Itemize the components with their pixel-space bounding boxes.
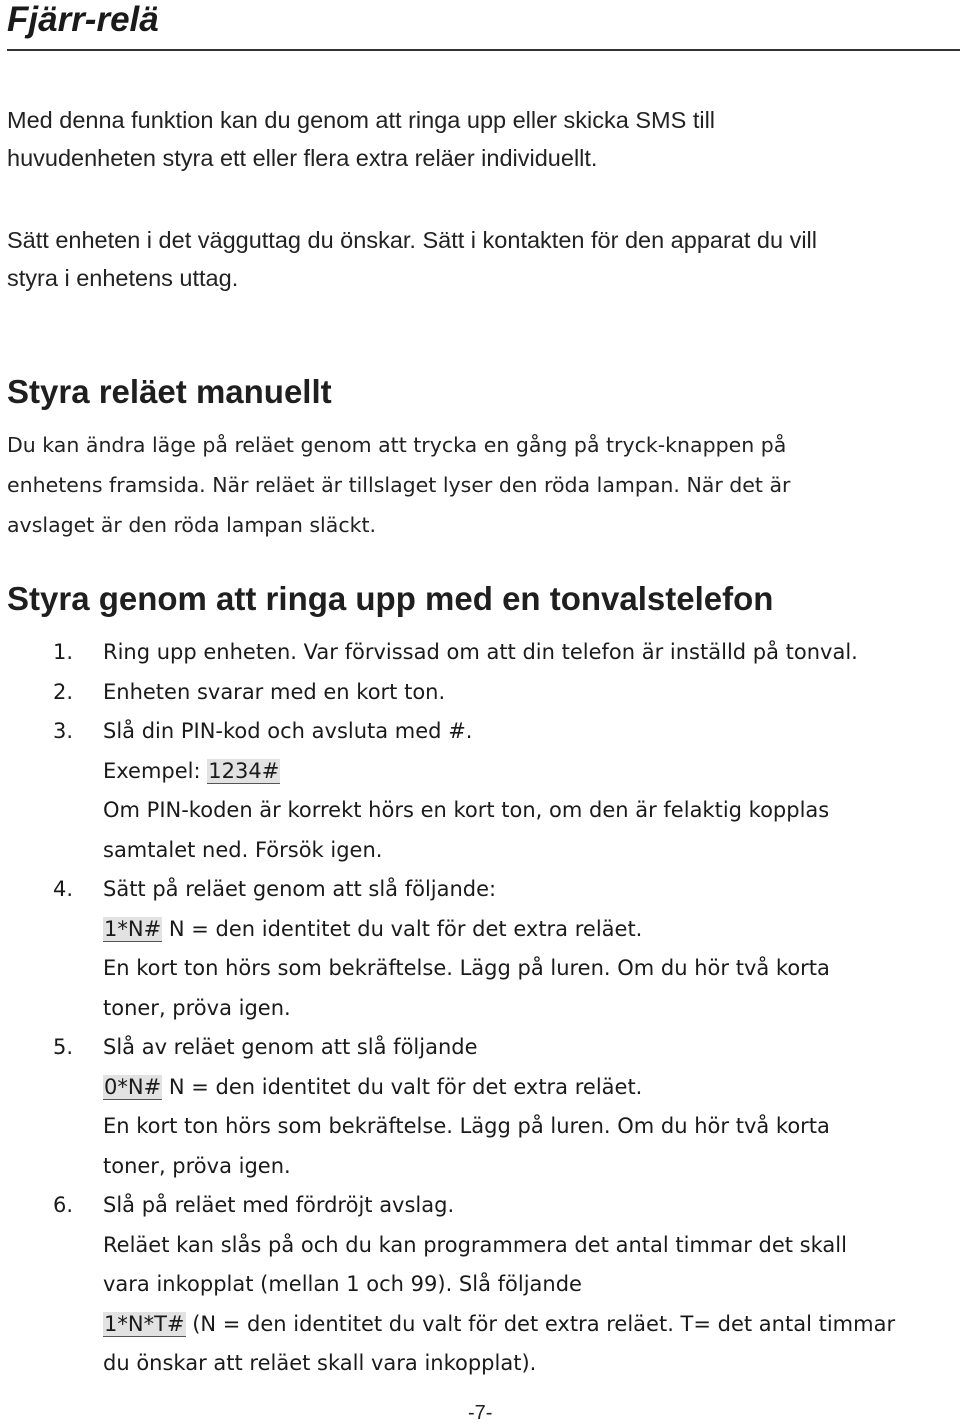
steps-list (0, 633, 960, 1384)
code-line (103, 1305, 960, 1345)
text-line: Sätt enheten i det vägguttag du önskar. Sätt i kontakten för den apparat du vill (7, 227, 817, 253)
step-text: En kort ton hörs som bekräftelse. Lägg på luren. Om du hör två korta (103, 956, 830, 980)
code-description: N = den identitet du valt för det extra reläet. (168, 916, 643, 941)
code-description: N = den identitet du valt för det extra reläet. (168, 1074, 643, 1099)
text-line: avslaget är den röda lampan släckt. (7, 513, 377, 537)
code-description: (N = den identitet du valt för det extra reläet. T= det antal timmar (192, 1311, 896, 1336)
step-text: Sätt på reläet genom att slå följande: (103, 877, 497, 901)
page-title: Fjärr-relä (7, 0, 159, 39)
text-line: huvudenheten styra ett eller flera extra reläer individuellt. (7, 145, 598, 171)
step-text: Enheten svarar med en kort ton. (103, 679, 446, 704)
step-text: Slå av reläet genom att slå följande (103, 1035, 478, 1059)
step-text: En kort ton hörs som bekräftelse. Lägg på luren. Om du hör två korta (103, 1114, 830, 1138)
example-code: 1234# (208, 758, 280, 783)
relay-code: 1*N*T# (104, 1311, 185, 1336)
step-text: toner, pröva igen. (103, 995, 291, 1020)
text-line: Med denna funktion kan du genom att ringa upp eller skicka SMS till (7, 107, 716, 133)
intro-paragraph-2 (7, 221, 817, 297)
step-6 (0, 1186, 960, 1384)
example-line (103, 752, 960, 792)
step-number: 4. (53, 877, 74, 901)
step-text: du önskar att reläet skall vara inkopplat). (103, 1351, 537, 1375)
step-1 (0, 633, 960, 673)
intro-paragraph-1 (7, 101, 715, 177)
step-5 (0, 1028, 960, 1186)
step-number: 6. (53, 1193, 74, 1217)
step-number: 2. (53, 679, 74, 704)
section-heading-phone: Styra genom att ringa upp med en tonvalstelefon (7, 580, 774, 617)
step-number: 1. (53, 640, 74, 664)
step-text: Slå på reläet med fördröjt avslag. (103, 1193, 455, 1217)
step-3 (0, 712, 960, 870)
step-text: Om PIN-koden är korrekt hörs en kort ton, om den är felaktig kopplas (103, 798, 830, 822)
step-number: 3. (53, 719, 74, 743)
step-text: Ring upp enheten. Var förvissad om att din telefon är inställd på tonval. (103, 640, 858, 664)
text-line: styra i enhetens uttag. (7, 265, 239, 291)
text-line: enhetens framsida. När reläet är tillslaget lyser den röda lampan. När det är (7, 473, 791, 497)
step-4 (0, 870, 960, 1028)
example-label: Exempel: (103, 758, 201, 783)
step-number: 5. (53, 1035, 74, 1059)
manual-paragraph (7, 425, 952, 545)
code-line (103, 1068, 960, 1108)
relay-code: 1*N# (104, 916, 162, 941)
title-divider (7, 49, 960, 51)
step-text: samtalet ned. Försök igen. (103, 837, 383, 862)
page-number: -7- (468, 1402, 493, 1424)
text-line: Du kan ändra läge på reläet genom att trycka en gång på tryck-knappen på (7, 433, 787, 457)
relay-code: 0*N# (104, 1074, 162, 1099)
step-text: Reläet kan slås på och du kan programmera det antal timmar det skall (103, 1232, 847, 1257)
step-2 (0, 673, 960, 713)
step-text: vara inkopplat (mellan 1 och 99). Slå följande (103, 1272, 582, 1296)
section-heading-manual: Styra reläet manuellt (7, 373, 332, 410)
code-line (103, 910, 960, 950)
step-text: toner, pröva igen. (103, 1153, 291, 1178)
step-text: Slå din PIN-kod och avsluta med #. (103, 719, 473, 743)
